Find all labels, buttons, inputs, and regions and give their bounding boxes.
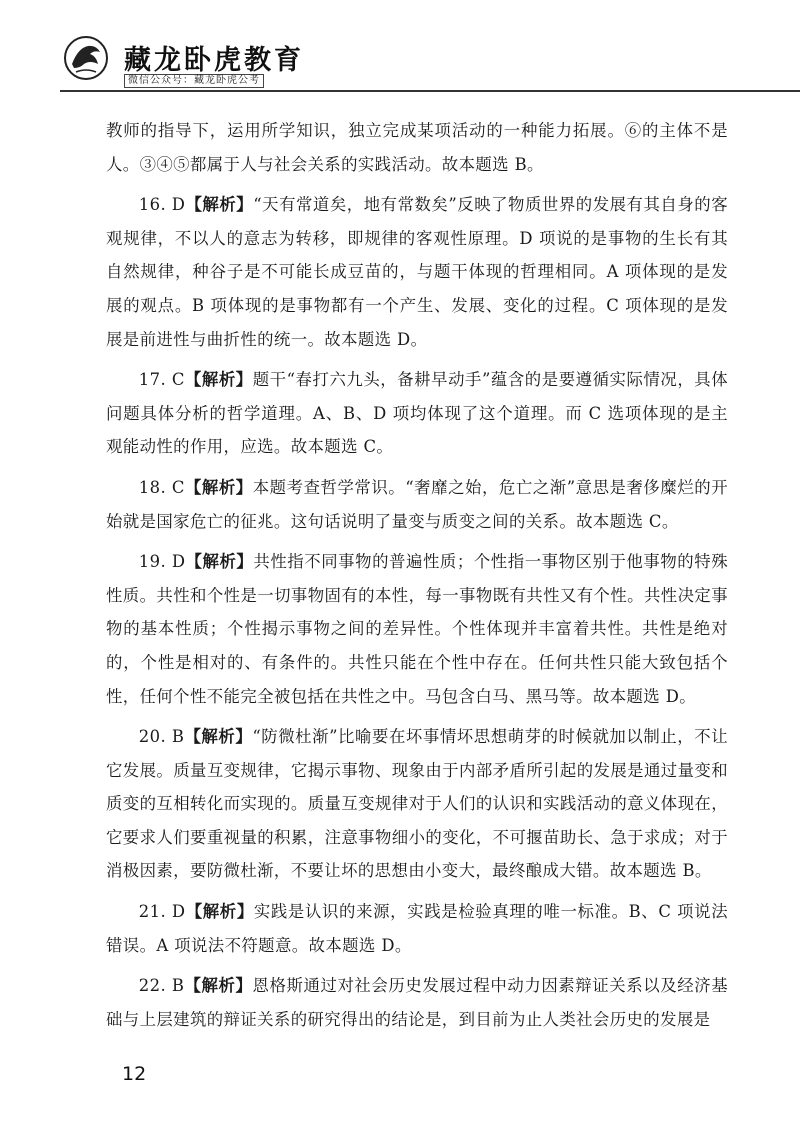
paragraph-text: 实践是认识的来源，实践是检验真理的唯一标准。B、C 项说法错误。A 项说法不符题意。故本题选 D。 [106, 902, 728, 955]
paragraph-text: 教师的指导下，运用所学知识，独立完成某项活动的一种能力拓展。⑥的主体不是人。③④⑤都属于人与社会关系的实践活动。故本题选 B。 [106, 121, 728, 174]
answer-21 [106, 895, 728, 962]
answer-number: 20. B [138, 727, 185, 747]
analysis-tag: 【解析】 [184, 976, 253, 996]
answer-18 [106, 471, 728, 538]
page-header [0, 0, 800, 92]
paragraph-text: 本题考查哲学常识。“奢靡之始，危亡之渐”意思是奢侈糜烂的开始就是国家危亡的征兆。这句话说明了量变与质变之间的关系。故本题选 C。 [106, 477, 729, 531]
paragraph-text: 题干“春打六九头，备耕早动手”蕴含的是要遵循实际情况，具体问题具体分析的哲学道理。A、B、D 项均体现了这个道理。而 C 选项体现的是主观能动性的作用，应选。故本题选 C。 [106, 370, 729, 457]
analysis-tag: 【解析】 [185, 902, 254, 922]
paragraph-text: “天有常道矣，地有常数矣”反映了物质世界的发展有其自身的客观规律，不以人的意志为转移，即规律的客观性原理。D 项说的是事物的生长有其自然规律，种谷子是不可能长成豆苗的，与题干体现的哲理相同。A 项体现的是发展的观点。B 项体现的是事物都有一个产生、发展、变化的过程。C 项体现的是发展是前进性与曲折性的统一。故本题选 D。 [106, 195, 728, 349]
answer-number: 18. C [138, 477, 185, 497]
answer-22 [106, 969, 728, 1036]
answer-number: 16. D [138, 195, 186, 215]
tiger-logo-icon [62, 34, 110, 82]
analysis-tag: 【解析】 [185, 552, 254, 572]
analysis-tag: 【解析】 [185, 195, 254, 215]
analysis-tag: 【解析】 [184, 477, 253, 497]
answer-19 [106, 545, 728, 713]
answer-17 [106, 363, 728, 464]
header-divider [60, 90, 800, 92]
paragraph-text: 恩格斯通过对社会历史发展过程中动力因素辩证关系以及经济基础与上层建筑的辩证关系的研究得出的结论是，到目前为止人类社会历史的发展是 [106, 976, 729, 1029]
page-number: 12 [122, 1063, 147, 1085]
brand-tagline: 微信公众号：藏龙卧虎公考 [124, 74, 264, 88]
answer-number: 19. D [138, 552, 186, 572]
answer-explanations [106, 114, 728, 1043]
answer-16 [106, 188, 728, 356]
answer-number: 22. B [138, 976, 185, 996]
answer-number: 17. C [138, 370, 185, 390]
paragraph-text: “防微杜渐”比喻要在坏事情坏思想萌芽的时候就加以制止，不让它发展。质量互变规律，它揭示事物、现象由于内部矛盾所引起的发展是通过量变和质变的互相转化而实现的。质量互变规律对于人们的认识和实践活动的意义体现在，它要求人们要重视量的积累，注意事物细小的变化，不可揠苗助长、急于求成；对于消极因素，要防微杜渐，不要让坏的思想由小变大，最终酿成大错。故本题选 B。 [106, 727, 728, 881]
answer-20 [106, 720, 728, 888]
brand-name: 藏龙卧虎教育 [124, 45, 304, 76]
answer-number: 21. D [138, 902, 186, 922]
analysis-tag: 【解析】 [184, 727, 253, 747]
analysis-tag: 【解析】 [184, 370, 253, 390]
paragraph-text: 共性指不同事物的普遍性质；个性指一事物区别于他事物的特殊性质。共性和个性是一切事物固有的本性，每一事物既有共性又有个性。共性决定事物的基本性质；个性揭示事物之间的差异性。个性体现并丰富着共性。共性是绝对的，个性是相对的、有条件的。共性只能在个性中存在。任何共性只能大致包括个性，任何个性不能完全被包括在共性之中。马包含白马、黑马等。故本题选 D。 [106, 552, 729, 706]
paragraph-continuation [106, 114, 728, 181]
